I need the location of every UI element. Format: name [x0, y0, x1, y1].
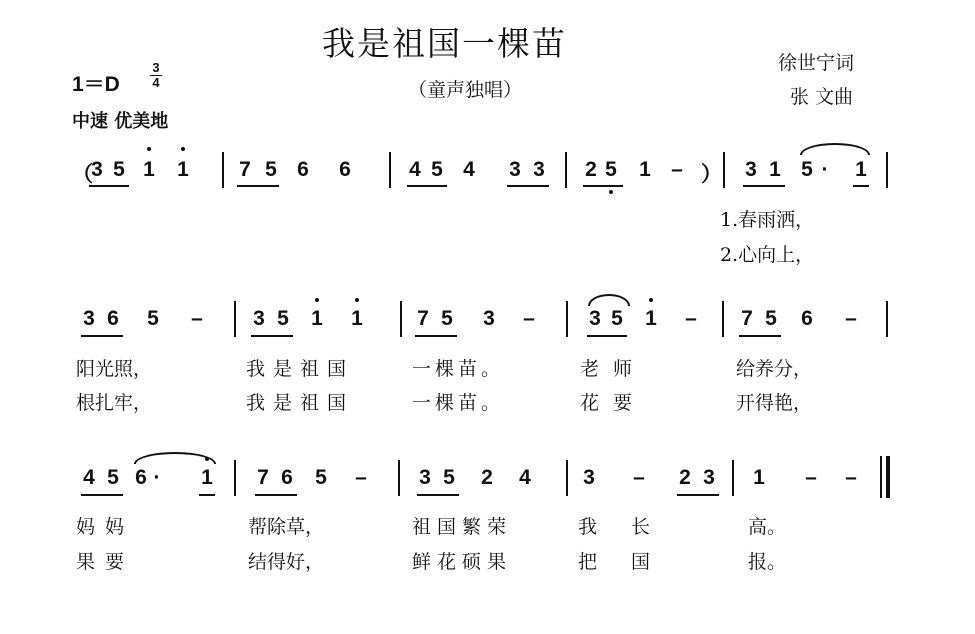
note: 6	[297, 158, 309, 181]
key-signature: 1＝D	[72, 73, 120, 96]
note: 1	[177, 158, 189, 181]
bar-line	[566, 460, 568, 496]
bar-line	[400, 301, 402, 337]
note: 1	[311, 307, 323, 330]
lyric: 我是祖国	[246, 358, 355, 380]
note: –	[805, 466, 817, 489]
lyric: 给养分，	[736, 358, 813, 380]
underline-beam	[237, 185, 279, 187]
note: 4	[83, 466, 95, 489]
lyric: 一棵苗。	[412, 358, 505, 380]
high-octave-dot	[640, 298, 662, 304]
meter-bottom: 4	[152, 75, 160, 90]
note: 5	[147, 307, 159, 330]
note: 5	[277, 307, 289, 330]
lyric: 根扎牢，	[76, 392, 153, 414]
intro-paren-close: ）	[701, 163, 722, 186]
note: 5	[611, 307, 623, 330]
final-bar-thick	[886, 456, 890, 498]
note: 6	[801, 307, 813, 330]
note: 3	[533, 158, 545, 181]
slur	[588, 294, 630, 306]
bar-line	[398, 460, 400, 496]
high-octave-dot	[346, 298, 368, 304]
underline-beam	[677, 494, 719, 496]
note: 5	[107, 466, 119, 489]
note: 3	[253, 307, 265, 330]
underline-beam	[89, 185, 129, 187]
lyric: 一棵苗。	[412, 392, 505, 414]
lyric: 帮除草，	[248, 516, 325, 538]
note: 6	[339, 158, 351, 181]
slur	[800, 143, 870, 155]
underline-beam	[507, 185, 549, 187]
composer-credit: 张 文曲	[790, 86, 854, 108]
bar-line	[566, 301, 568, 337]
underline-beam	[255, 494, 297, 496]
note: 3	[745, 158, 757, 181]
note: 2	[481, 466, 493, 489]
underline-beam	[199, 494, 215, 496]
note: –	[191, 307, 203, 330]
lyric-verse-1: 1.春雨洒，	[720, 209, 815, 231]
note: 5	[801, 158, 813, 181]
high-octave-dot	[306, 298, 328, 304]
low-octave-dot	[600, 190, 622, 196]
note: 3	[483, 307, 495, 330]
note: –	[633, 466, 645, 489]
note: 4	[409, 158, 421, 181]
note: –	[685, 307, 697, 330]
note: –	[671, 158, 683, 181]
note: 1	[753, 466, 765, 489]
note: 1	[639, 158, 651, 181]
system-1	[0, 158, 975, 198]
note: 7	[239, 158, 251, 181]
bar-line	[732, 460, 734, 496]
lyric: 老 师	[580, 358, 637, 380]
note: –	[845, 307, 857, 330]
lyric: 花 要	[580, 392, 637, 414]
bar-line	[389, 152, 391, 188]
note: 4	[463, 158, 475, 181]
note: 3	[91, 158, 103, 181]
note: 1	[143, 158, 155, 181]
note: 7	[417, 307, 429, 330]
note: 2	[679, 466, 691, 489]
high-octave-dot	[172, 147, 194, 153]
lyric: 果 要	[76, 551, 127, 573]
system-3	[0, 466, 975, 506]
time-signature	[150, 62, 162, 89]
underline-beam	[587, 335, 627, 337]
bar-line	[234, 460, 236, 496]
tempo-marking: 中速 优美地	[72, 111, 169, 132]
lyric: 鲜花硕果	[412, 551, 513, 573]
note: 3	[703, 466, 715, 489]
bar-line	[886, 301, 888, 337]
note: 3	[583, 466, 595, 489]
note: –	[523, 307, 535, 330]
underline-beam	[81, 335, 123, 337]
lyric: 高。	[748, 516, 787, 538]
note: 5	[765, 307, 777, 330]
note: 3	[589, 307, 601, 330]
song-title: 我是祖国一棵苗	[322, 24, 567, 63]
note: 2	[585, 158, 597, 181]
lyric: 阳光照，	[76, 358, 153, 380]
lyric: 祖国繁荣	[412, 516, 513, 538]
note: 1	[855, 158, 867, 181]
lyric: 我是祖国	[246, 392, 355, 414]
note: 5	[315, 466, 327, 489]
bar-line	[886, 152, 888, 188]
lyricist-credit: 徐世宁词	[778, 52, 855, 74]
system-2	[0, 307, 975, 347]
bar-line	[222, 152, 224, 188]
meter-top: 3	[152, 60, 160, 75]
note: 1	[351, 307, 363, 330]
note: 5	[441, 307, 453, 330]
lyric-verse-2: 2.心向上，	[720, 244, 815, 266]
high-octave-dot	[138, 147, 160, 153]
underline-beam	[81, 494, 123, 496]
note: 3	[83, 307, 95, 330]
note: 5	[443, 466, 455, 489]
final-bar-thin	[880, 456, 882, 498]
underline-beam	[853, 185, 869, 187]
note: 1	[645, 307, 657, 330]
lyric: 开得艳，	[736, 392, 813, 414]
note: –	[355, 466, 367, 489]
bar-line	[723, 152, 725, 188]
bar-line	[565, 152, 567, 188]
note: 4	[519, 466, 531, 489]
underline-beam	[743, 185, 785, 187]
note: 7	[741, 307, 753, 330]
lyric: 我 长	[578, 516, 665, 538]
note: 7	[257, 466, 269, 489]
note: 5	[113, 158, 125, 181]
note: 1	[769, 158, 781, 181]
underline-beam	[251, 335, 293, 337]
note: –	[845, 466, 857, 489]
bar-line	[234, 301, 236, 337]
note: ·	[821, 158, 829, 181]
intro-paren-open: （	[72, 163, 93, 186]
underline-beam	[415, 335, 457, 337]
note: 6	[281, 466, 293, 489]
bar-line	[722, 301, 724, 337]
underline-beam	[407, 185, 447, 187]
underline-beam	[739, 335, 781, 337]
note: 5	[265, 158, 277, 181]
underline-beam	[417, 494, 459, 496]
note: 1	[201, 466, 213, 489]
note: 6	[107, 307, 119, 330]
lyric: 把 国	[578, 551, 665, 573]
note: 5	[431, 158, 443, 181]
note: 5	[605, 158, 617, 181]
slur	[134, 452, 216, 464]
lyric: 报。	[748, 551, 787, 573]
underline-beam	[583, 185, 623, 187]
note: 6	[135, 466, 147, 489]
note: 3	[509, 158, 521, 181]
note: ·	[153, 466, 161, 489]
note: 3	[419, 466, 431, 489]
lyric: 结得好，	[248, 551, 325, 573]
song-subtitle: （童声独唱）	[408, 79, 523, 101]
lyric: 妈 妈	[76, 516, 127, 538]
